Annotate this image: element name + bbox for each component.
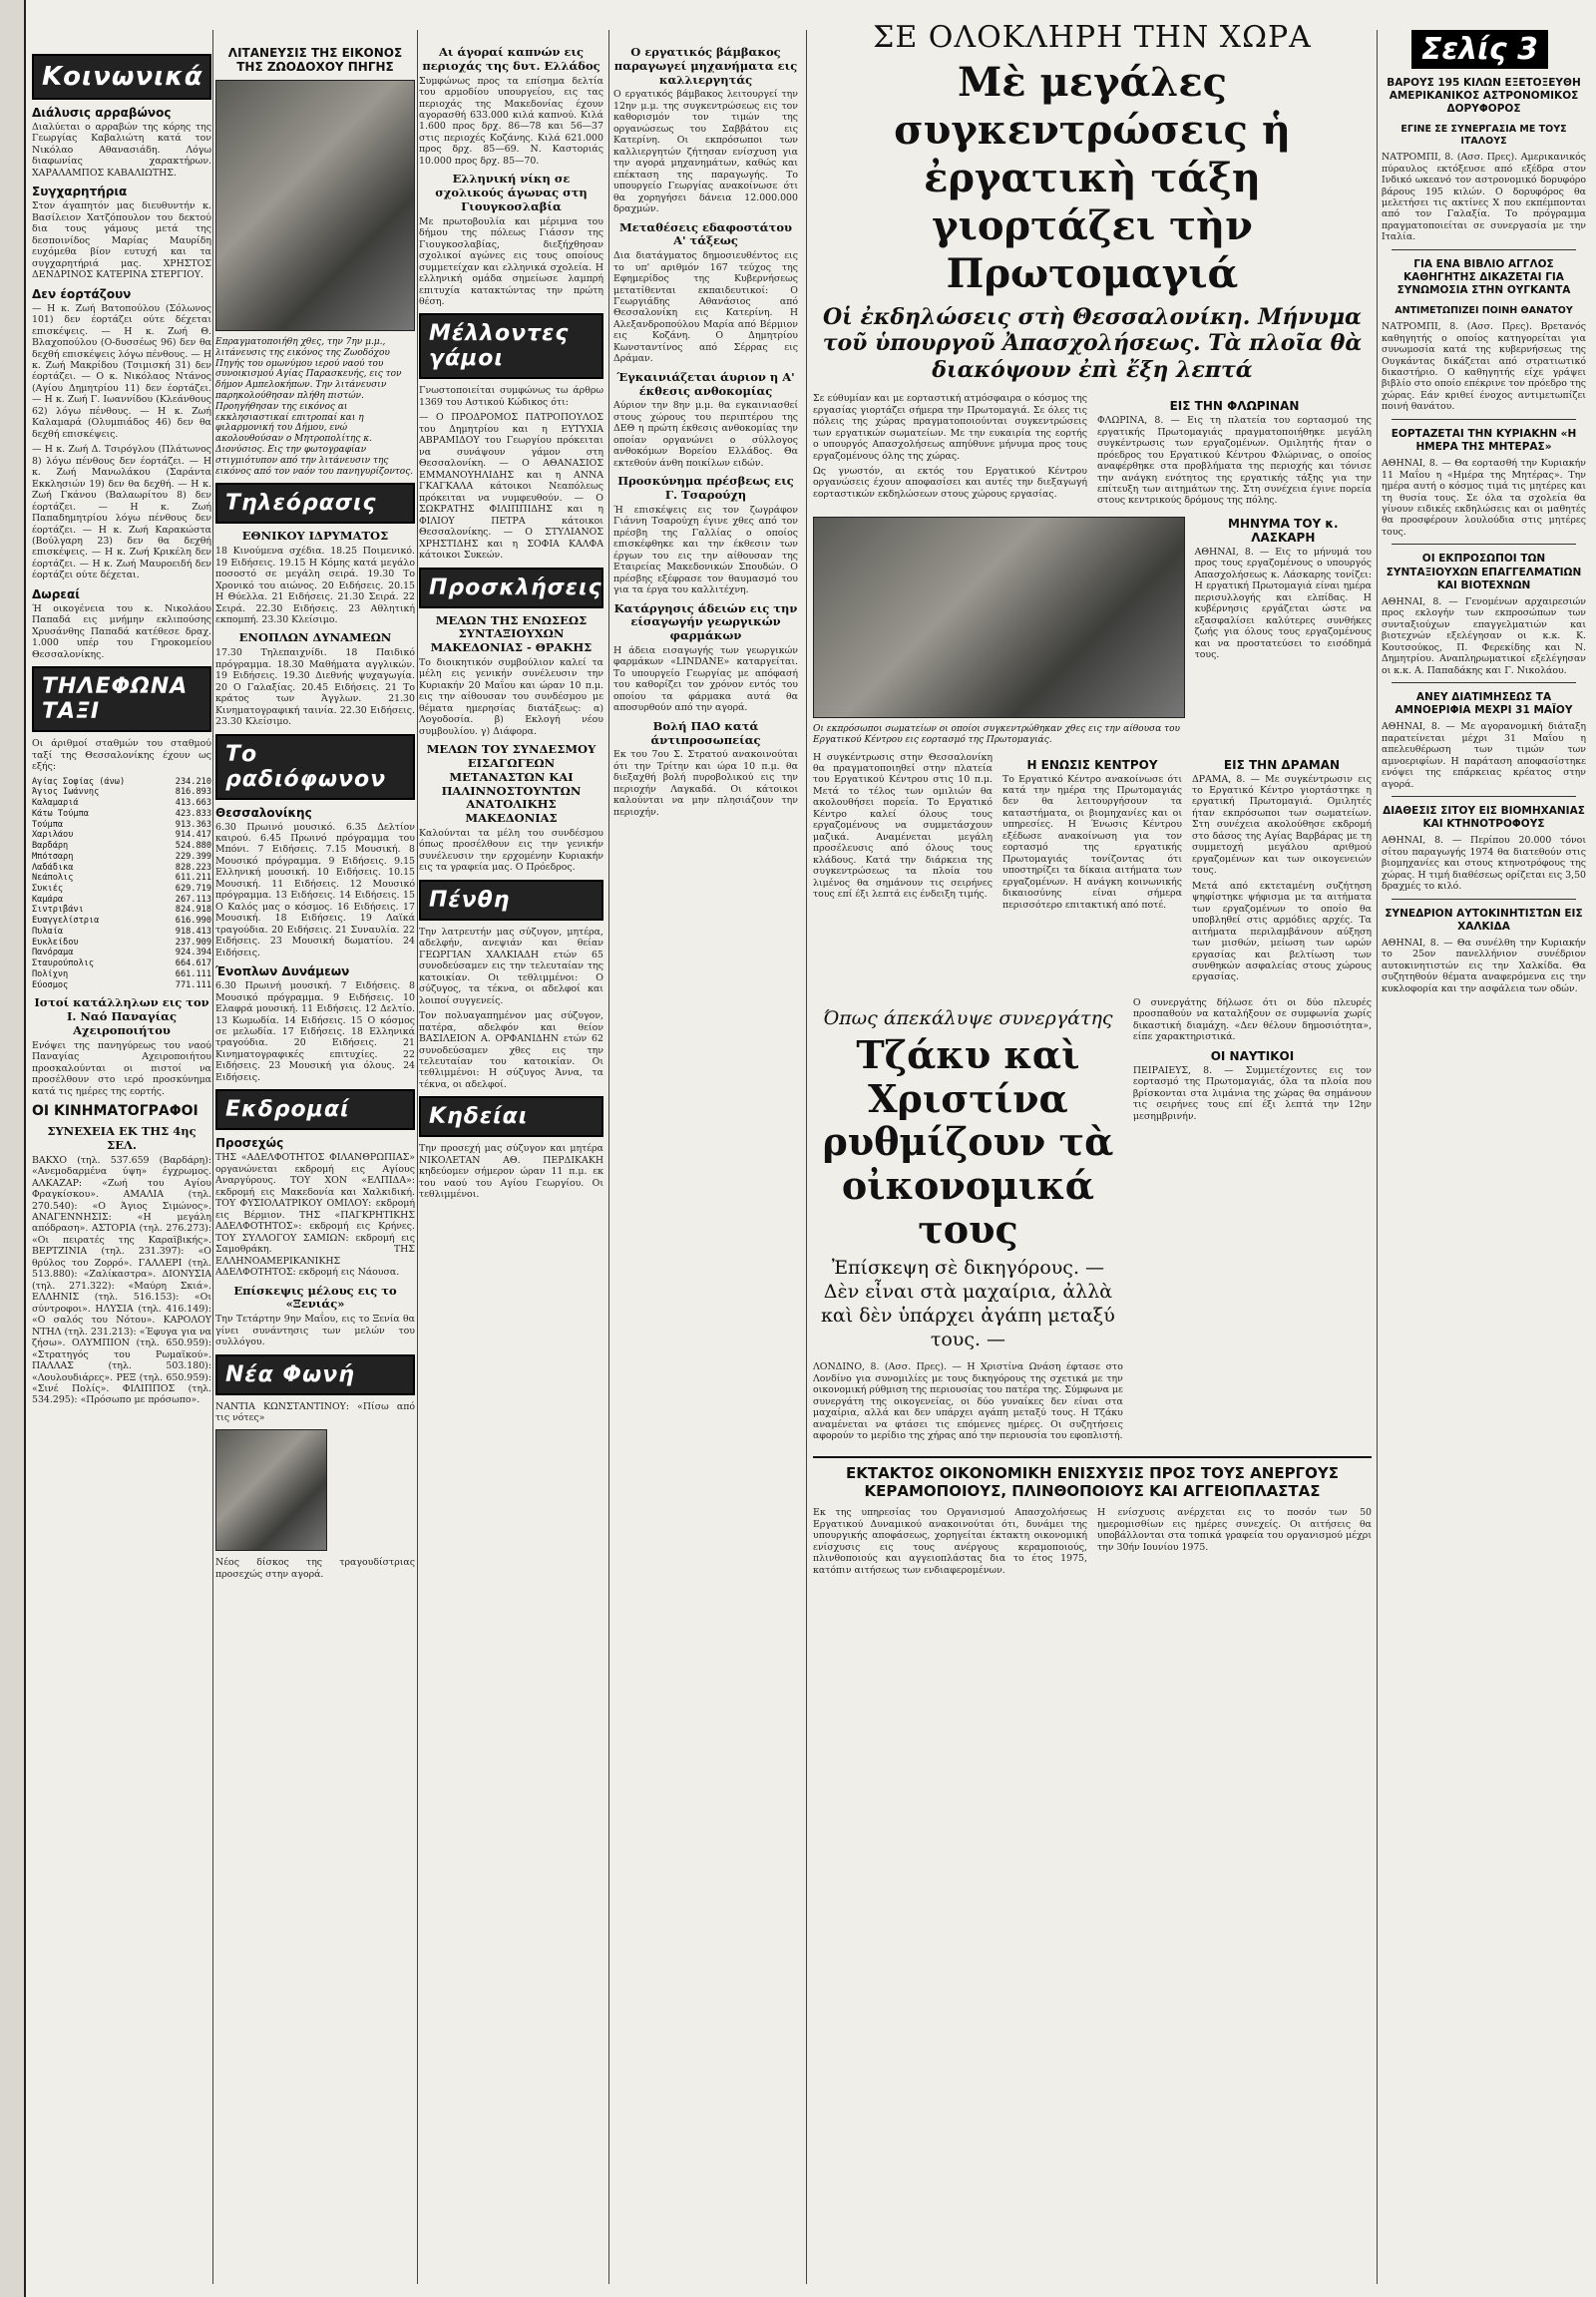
phone-row: [32, 916, 211, 927]
column-news-briefs: [1382, 30, 1586, 2284]
phone-number: 816.893: [175, 787, 211, 798]
phone-station: Καλαμαριά: [32, 798, 79, 809]
phone-station: Νεάπολις: [32, 873, 74, 884]
subheading: ΑΝΤΙΜΕΤΩΠΙΖΕΙ ΠΟΙΝΗ ΘΑΝΑΤΟΥ: [1395, 305, 1573, 317]
body-right: [1192, 752, 1372, 987]
divider: [1392, 544, 1576, 545]
phone-station: Αγίας Σοφίας (άνω): [32, 776, 126, 787]
paragraph: Εκ της υπηρεσίας του Οργανισμού Απασχολήσεως Εργατικού Δυναμικού ανακοινούται ότι, δυνάμει της υπουργικής αποφάσεως, χορηγείται έκτακτη οικονομική ενίσχυσις εις τους ανέργους κεραμοποιούς, πλινθοποιούς και αγγειοπλάστας δια το έτος 1975, κατόπιν αιτήσεως των ενδιαφερομένων.: [813, 1507, 1087, 1576]
heading: ΜΕΛΩΝ ΤΟΥ ΣΥΝΔΕΣΜΟΥ ΕΙΣΑΓΩΓΕΩΝ ΜΕΤΑΝΑΣΤΩΝ ΚΑΙ ΠΑΛΙΝΝΟΣΤΟΥΝΤΩΝ ΑΝΑΤΟΛΙΚΗΣ ΜΑΚΕΔΟΝΙΑΣ: [426, 742, 597, 826]
third-right: [1097, 1507, 1372, 1580]
phone-number: 629.719: [175, 883, 211, 894]
phone-number: 423.833: [175, 808, 211, 819]
phone-station: Συκιές: [32, 883, 64, 894]
section-title-cinemas: ΟΙ ΚΙΝΗΜΑΤΟΓΡΑΦΟΙ: [32, 1103, 199, 1120]
heading: Ιστοί κατάλληλων εις τον Ι. Ναό Παναγίας Αχειροποιήτου: [34, 995, 209, 1037]
page-number-logo: Σελίς 3: [1411, 30, 1548, 69]
phone-number: 824.918: [175, 905, 211, 916]
phone-station: Πυλαία: [32, 926, 64, 937]
phone-row: [32, 905, 211, 916]
paragraph: Την Τετάρτην 9ην Μαΐου, εις το Ξενία θα γίνει συνάντησις των μελών του συλλόγου.: [215, 1314, 415, 1348]
phone-station: Σιντριβάνι: [32, 905, 84, 916]
phone-station: Ευκλείδου: [32, 937, 79, 948]
paragraph: Την προσεχή μας σύζυγον και μητέρα ΝΙΚΟΛΕΤΑΝ ΑΘ. ΠΕΡΔΙΚΑΚΗ κηδεύομεν σήμερον ώραν 11 π.μ. εκ του ναού του Αγίου Γεωργίου. Οι τεθλιμμένοι.: [419, 1143, 603, 1201]
paragraph: Ως γνωστόν, αι εκτός του Εργατικού Κέντρου οργανώσεις έχουν αποφασίσει και αυτές την διεξαγωγή εορταστικών εκδηλώσεων στους χώρους εργασίας.: [813, 465, 1087, 500]
heading: Ο εργατικός βάμβακος παραγωγεί μηχανήματα εις καλλιεργητάς: [613, 45, 798, 87]
heading: Ελληνική νίκη σε σχολικούς άγωνας στη Γιουγκοσλαβία: [435, 172, 588, 213]
column-rule: [806, 30, 807, 2284]
third-headline: ΕΚΤΑΚΤΟΣ ΟΙΚΟΝΟΜΙΚΗ ΕΝΙΣΧΥΣΙΣ ΠΡΟΣ ΤΟΥΣ ΑΝΕΡΓΟΥΣ ΚΕΡΑΜΟΠΟΙΟΥΣ, ΠΛΙΝΘΟΠΟΙΟΥΣ ΚΑΙ ΑΓΓΕΙΟΠΛΑΣΤΑΣ: [813, 1456, 1372, 1502]
procession-photo: [215, 80, 415, 331]
phone-row: [32, 798, 211, 809]
phone-station: Τούμπα: [32, 819, 64, 830]
phone-row: [32, 969, 211, 980]
column-social: [32, 48, 211, 2292]
main-headline: Μὲ μεγάλες συγκεντρώσεις ἡ ἐργατικὴ τάξη γιορτάζει τὴν Πρωτομαγιά: [894, 59, 1291, 297]
paragraph: Ενόψει της πανηγύρεως του ναού Παναγίας Αχειροποιήτου προσκαλούνται οι πιστοί να προσέλθουν στο ιερό προσκύνημα κατά τις ημέρες της εορτής.: [32, 1039, 211, 1097]
heading: Διάλυσις αρραβώνος: [32, 106, 172, 120]
paragraph: ΤΗΣ «ΑΔΕΛΦΟΤΗΤΟΣ ΦΙΛΑΝΘΡΩΠΙΑΣ» οργανώνεται εκδρομή εις Αγίους Αναργύρους. ΤΟΥ ΧΟΝ «ΕΛΠΙΔΑ»: εκδρομή εις Μακεδονία και Χαλκιδική. ΤΟΥ ΦΥΣΙΟΛΑΤΡΙΚΟΥ ΟΜΙΛΟΥ: εκδρομή εις Βέρμιον. ΤΗΣ «ΠΑΓΚΡΗΤΙΚΗΣ ΑΔΕΛΦΟΤΗΤΟΣ»: εκδρομή εις Κρήνες. ΤΟΥ ΣΥΛΛΟΓΟΥ ΣΑΜΙΩΝ: εκδρομή εις Σαμοθράκη. ΤΗΣ ΕΛΛΗΝΟΑΜΕΡΙΚΑΝΙΚΗΣ ΑΔΕΛΦΟΤΗΤΟΣ: εκδρομή εις Νάουσα.: [215, 1152, 415, 1279]
phone-number: 267.113: [175, 894, 211, 905]
phone-number: 611.211: [175, 873, 211, 884]
paragraph: ΑΘΗΝΑΙ, 8. — Γενομένων αρχαιρεσιών προς εκλογήν των εκπροσώπων των συνταξιούχων επαγγελματιών και βιοτεχνών εξελέγησαν οι κ.κ. Κ. Κουτσούκος, Π. Φερεκίδης και Ν. Δημητρίου. Αναπληρωματικοί εξελέγησαν οι κ.κ. Α. Παπαδάκης και Γ. Νικολάου.: [1382, 595, 1586, 676]
new-voice-box: Νέα Φωνή: [215, 1354, 415, 1395]
column-rule: [1377, 30, 1378, 2284]
phone-number: 413.663: [175, 798, 211, 809]
second-story-head: [813, 997, 1123, 1446]
third-story: [813, 1507, 1372, 1580]
photo-row: [813, 511, 1372, 752]
divider: [1392, 249, 1576, 250]
phone-number: 524.880: [175, 841, 211, 852]
section-banner-tv: Τηλεόρασις: [215, 483, 415, 524]
section-banner-trips: Εκδρομαί: [215, 1089, 415, 1130]
heading: ΕΟΡΤΑΖΕΤΑΙ ΤΗΝ ΚΥΡΙΑΚΗΝ «Η ΗΜΕΡΑ ΤΗΣ ΜΗΤΕΡΑΣ»: [1391, 427, 1577, 453]
phone-number: 828.223: [175, 862, 211, 873]
paragraph: Καλούνται τα μέλη του συνδέσμου όπως προσέλθουν εις την γενικήν συνέλευσιν την ερχομένην Κυριακήν εις τα γραφεία μας. Ο Πρόεδρος.: [419, 827, 603, 874]
column-misc-right: [613, 40, 798, 822]
paragraph: Μετά από εκτεταμένη συζήτηση ψηφίστηκε ψήφισμα με τα αιτήματα των εργαζομένων το οποίο θα υποβληθεί στις αρμόδιες αρχές. Τα αιτήματα περιλαμβάνουν αύξηση των μισθών, μείωση των ωρών εργασίας και βελτίωση των συνθηκών ασφαλείας στους χώρους εργασίας.: [1192, 880, 1372, 983]
section-banner-radio: Το ραδιόφωνον: [215, 734, 415, 800]
phone-row: [32, 873, 211, 884]
paragraph: Διαλύεται ο αρραβών της κόρης της Γεωργίας Καβαλιώτη κατά τον Νικόλαο Αθανασιάδη. Λόγω διαφωνίας χαρακτήρων. ΧΑΡΑΛΑΜΠΟΣ ΚΑΒΑΛΙΩΤΗΣ.: [32, 122, 211, 179]
heading: Βολή ΠΑΟ κατά άντιπροσωπείας: [650, 718, 761, 747]
paragraph: Οι άριθμοί σταθμών του σταθμού ταξί της Θεσσαλονίκης έχουν ως εξής:: [32, 738, 211, 773]
paragraph: Γνωστοποιείται συμφώνως τω άρθρω 1369 του Αστικού Κώδικος ότι:: [419, 385, 603, 408]
heading: ΕΝΟΠΛΩΝ ΔΥΝΑΜΕΩΝ: [238, 630, 392, 645]
second-overline: Όπως άπεκάλυψε συνεργάτης: [823, 1006, 1113, 1029]
main-subheadline: Οἱ ἐκδηλώσεις στὴ Θεσσαλονίκη. Μήνυμα τοῦ ὑπουργοῦ Ἀπασχολήσεως. Τὰ πλοῖα θὰ διακόψουν ἐπὶ ἔξη λεπτά: [822, 304, 1363, 383]
section-banner-taxi: ΤΗΛΕΦΩΝΑ ΤΑΞΙ: [32, 666, 211, 732]
section-banner-social: Κοινωνικά: [32, 54, 211, 100]
paragraph: 6.30 Πρωινό μουσικό. 6.35 Δελτίον καιρού. 6.45 Πρωινό πρόγραμμα του Μπόνι. 7 Ειδήσεις. 7.15 Μουσική. 8 Μουσικό πρόγραμμα. 9 Ειδήσεις. 9.15 Ελληνική μουσική. 10 Ειδήσεις. 10.15 Μουσική. 11 Ειδήσεις. 12 Μουσικό πρόγραμμα. 13 Ειδήσεις. 14 Ειδήσεις. 15 Ο Καλός μας ο κόσμος. 16 Ειδήσεις. 17 Μουσική. 18 Ειδήσεις. 19 Λαϊκά τραγούδια. 20 Ειδήσεις. 21 Συναυλία. 22 Ειδήσεις. 23 Μουσική δωματίου. 24 Ειδήσεις.: [215, 821, 415, 958]
column-misc-left: [419, 40, 603, 1205]
phone-row: [32, 820, 211, 831]
heading: ΒΑΡΟΥΣ 195 ΚΙΛΩΝ ΕΞΕΤΟΞΕΥΘΗ ΑΜΕΡΙΚΑΝΙΚΟΣ ΑΣΤΡΟΝΟΜΙΚΟΣ ΔΟΡΥΦΟΡΟΣ: [1387, 77, 1581, 116]
message-block: [1195, 511, 1372, 752]
second-story-body: [1133, 997, 1372, 1446]
heading: ΣΥΝΕΧΕΙΑ ΕΚ ΤΗΣ 4ης ΣΕΛ.: [47, 1124, 197, 1152]
heading: ΓΙΑ ΕΝΑ ΒΙΒΛΙΟ ΑΓΓΛΟΣ ΚΑΘΗΓΗΤΗΣ ΔΙΚΑΖΕΤΑΙ ΓΙΑ ΣΥΝΩΜΟΣΙΑ ΣΤΗΝ ΟΥΓΚΑΝΤΑ: [1396, 257, 1571, 297]
paragraph: Η συγκέντρωσις στην Θεσσαλονίκη θα πραγματοποιηθεί στην πλατεία του Εργατικού Κέντρου στις 10 π.μ. Μετά το τέλος των ομιλιών θα ακολουθήσει πορεία. Το Εργατικό Κέντρο καλεί όλους τους εργαζομένους να συμμετάσχουν μαζικά. Αναμένεται μεγάλη προσέλευσις από όλους τους κλάδους. Κατά την διάρκεια της συγκεντρώσεως τα πλοία του λιμένος θα σημάνουν τις σειρήνες τους επί έξι λεπτά εις ένδειξη τιμής.: [813, 751, 993, 901]
phone-row: [32, 884, 211, 895]
second-story: [813, 997, 1372, 1446]
column-tv-radio: [215, 40, 415, 2284]
paragraph: — Ο ΠΡΟΔΡΟΜΟΣ ΠΑΤΡΟΠΟΥΛΟΣ του Δημητρίου και η ΕΥΤΥΧΙΑ ΑΒΡΑΜΙΔΟΥ του Γεωργίου πρόκειται να συνάψουν γάμον στη Θεσσαλονίκη. — Ο ΑΘΑΝΑΣΙΟΣ ΕΜΜΑΝΟΥΗΛΙΔΗΣ και η ΑΝΝΑ ΓΚΑΓΚΑΛΑ κάτοικοι Νεαπόλεως πρόκειται να νυμφευθούν. — Ο ΣΩΚΡΑΤΗΣ ΦΙΛΙΠΠΙΔΗΣ και η ΦΙΛΙΟΥ ΠΕΤΡΑ κάτοικοι Θεσσαλονίκης. — Ο ΣΤΥΛΙΑΝΟΣ ΧΡΗΣΤΙΔΗΣ και η ΣΟΦΙΑ ΚΑΛΦΑ κάτοικοι Συκεών.: [419, 412, 603, 562]
phone-row: [32, 948, 211, 958]
body-mid: [1002, 752, 1182, 987]
heading: ΕΙΣ ΤΗΝ ΦΛΩΡΙΝΑΝ: [1169, 399, 1300, 414]
phone-station: Πανόραμα: [32, 948, 74, 958]
photo-title: ΛΙΤΑΝΕΥΣΙΣ ΤΗΣ ΕΙΚΟΝΟΣ ΤΗΣ ΖΩΟΔΟΧΟΥ ΠΗΓΗΣ: [227, 46, 403, 74]
heading: Δωρεαί: [32, 586, 80, 601]
singer-photo: [215, 1429, 327, 1551]
phone-row: [32, 895, 211, 906]
paragraph: Με πρωτοβουλία και μέριμνα του δήμου της πόλεως Γιάσσν της Γιουγκοσλαβίας, διεξήχθησαν σχολικοί αγώνες εις τους οποίους συμμετείχαν και ελληνικά σχολεία. Η ελληνική ομάδα σημείωσε λαμπρή επιτυχία κατακτώντας την πρώτη θέση.: [419, 215, 603, 308]
section-banner-mourning: Πένθη: [419, 880, 603, 921]
phone-station: Εύοσμος: [32, 979, 69, 990]
phone-station: Σταυρούπολις: [32, 958, 95, 969]
paragraph: Ή επισκέψεις εις τον ζωγράφον Γιάννη Τσαρούχη έγινε χθες από τον πρέσβη της Γαλλίας ο οποίος επισκέφθηκε και την έκθεσιν των έργων του εις την αίθουσαν της Εταιρείας Μακεδονικών Σπουδών. Ο πρέσβης εξέφρασε τον θαυμασμό του για τα έργα του καλλιτέχνη.: [613, 504, 798, 596]
phone-station: Πολίχνη: [32, 968, 69, 979]
paragraph: ΑΘΗΝΑΙ, 8. — Περίπου 20.000 τόνοι σίτου παραγωγής 1974 θα διατεθούν στις βιομηχανίες και στους κτηνοτρόφους της χώρας. Η τιμή διαθέσεως ορίζεται εις 3,50 δραχμές το κιλό.: [1382, 835, 1586, 893]
paragraph: Ο συνεργάτης δήλωσε ότι οι δύο πλευρές προσπαθούν να καταλήξουν σε συμφωνία χωρίς δικαστική διαμάχη. «Δεν θέλουν δημοσιότητα», είπε χαρακτηριστικά.: [1132, 996, 1372, 1043]
paragraph: Το διοικητικόν συμβούλιον καλεί τα μέλη εις γενικήν συνέλευσιν την Κυριακήν 20 Μαΐου και ώραν 10 π.μ. εις την αίθουσαν του συνδέσμου με θέματα ημερησίας διατάξεως: α) Λογοδοσία. β) Εκλογή νέου συμβουλίου. γ) Διάφορα.: [419, 656, 603, 737]
photo-caption: Οι εκπρόσωποι σωματείων οι οποίοι συγκεντρώθηκαν χθες εις την αίθουσα του Εργατικού Κέντρου εις εορτασμό της Πρωτομαγιάς.: [813, 723, 1181, 745]
phone-station: Βαρδάρη: [32, 841, 69, 852]
heading: ΕΙΣ ΤΗΝ ΔΡΑΜΑΝ: [1223, 757, 1341, 772]
phone-number: 661.111: [175, 968, 211, 979]
heading: ΕΘΝΙΚΟΥ ΙΔΡΥΜΑΤΟΣ: [241, 529, 389, 544]
paragraph: Νέος δίσκος της τραγουδίστριας προσεχώς στην αγορά.: [215, 1557, 415, 1580]
paragraph: Δια διατάγματος δημοσιευθέντος εις το υπ' αριθμόν 167 τεύχος της Εφημερίδος της Κυβερνήσεως μετατίθενται εκπαιδευτικοί: Ο Γεωργιάδης Αθανάσιος από Θεσσαλονίκη εις Κατερίνη. Η Αλεξανδροπούλου Μαρία από Βέρμιον εις Κοζάνη. Ο Δημητρίου Κωνσταντίνος από Σέρρας εις Δράμαν.: [613, 250, 798, 365]
paragraph: Την λατρευτήν μας σύζυγον, μητέρα, αδελφήν, ανεψιάν και θείαν ΓΕΩΡΓΙΑΝ ΧΑΛΚΙΑΔΗ ετών 65 συνοδεύσαμεν εις την τελευταίαν της κατοικίαν. Οι τεθλιμμένοι: Ο σύζυγος, τα τέκνα, οι αδελφοί και λοιποί συγγενείς.: [419, 926, 603, 1006]
phone-number: 237.909: [175, 937, 211, 948]
phone-station: Καμάρα: [32, 894, 64, 905]
overline: ΣΕ ΟΛΟΚΛΗΡΗ ΤΗΝ ΧΩΡΑ: [873, 20, 1312, 55]
photo-block: [813, 511, 1185, 752]
column-rule: [417, 30, 418, 2284]
divider: [1392, 419, 1576, 420]
heading: ΜΗΝΥΜΑ ΤΟΥ κ. ΛΑΣΚΑΡΗ: [1228, 516, 1339, 545]
heading: ΔΙΑΘΕΣΙΣ ΣΙΤΟΥ ΕΙΣ ΒΙΟΜΗΧΑΝΙΑΣ ΚΑΙ ΚΤΗΝΟΤΡΟΦΟΥΣ: [1383, 805, 1585, 831]
heading: ΑΝΕΥ ΔΙΑΤΙΜΗΣΕΩΣ ΤΑ ΑΜΝΟΕΡΙΦΙΑ ΜΕΧΡΙ 31 ΜΑΪΟΥ: [1395, 691, 1573, 717]
body-block: [813, 752, 1372, 987]
column-rule: [212, 30, 213, 2284]
paragraph: ΔΡΑΜΑ, 8. — Με συγκέντρωσιν εις το Εργατικό Κέντρο γιορτάστηκε η εργατική Πρωτομαγιά. Ομιλητές ήταν εκπρόσωποι των σωματείων. Στη συνέχεια ακολούθησε εκδρομή στο δάσος της Αγίας Βαρβάρας με τη συμμετοχή μεγάλου αριθμού εργαζομένων και των οικογενειών τους.: [1192, 773, 1372, 877]
phone-number: 771.111: [175, 979, 211, 990]
heading: Αι άγοραί καπνών εις περιοχάς της δυτ. Ελλάδος: [422, 45, 600, 73]
paragraph: ΛΟΝΔΙΝΟ, 8. (Ασσ. Πρες). — Η Χριστίνα Ωνάση έφτασε στο Λονδίνο για συνομιλίες με τους δικηγόρους της σχετικά με την οικονομική ρύθμιση της περιουσίας του πατέρα της. Σύμφωνα με συνεργάτη της οικογενείας, οι δύο γυναίκες δεν είναι στα μαχαίρια, αλλά και δεν υπάρχει αγάπη μεταξύ τους. Η Τζάκυ αναμένεται να φτάσει τις επόμενες ημέρες. Οι συζητήσεις αφορούν το μερίδιο της χήρας από την περιουσία του εφοπλιστή.: [813, 1361, 1123, 1442]
paragraph: Το Εργατικό Κέντρο ανακοίνωσε ότι κατά την ημέρα της Πρωτομαγιάς δεν θα λειτουργήσουν τα καταστήματα, οι βιομηχανίες και οι υπηρεσίες. Η Ένωσις Κέντρου εξέδωσε ανακοίνωση για τον εορτασμό της εργατικής Πρωτομαγιάς τονίζοντας ότι υποστηρίζει τα δίκαια αιτήματα των εργαζομένων. Η ανάγκη κοινωνικής δικαιοσύνης είναι σήμερα περισσότερο επιτακτική από ποτέ.: [1002, 773, 1182, 911]
lead-left: [813, 393, 1087, 511]
paragraph: Ή οικογένεια του κ. Νικολάου Παπαδά εις μνήμην εκλιπούσης Χρυσάνθης Παπαδά κατέθεσε δραχ. 1.000 υπέρ του Γηροκομείου Θεσσαλονίκης.: [32, 602, 211, 660]
phone-number: 918.413: [175, 926, 211, 937]
paragraph: 6.30 Πρωινή μουσική. 7 Ειδήσεις. 8 Μουσικό πρόγραμμα. 9 Ειδήσεις. 10 Ελαφρά μουσική. 11 Ειδήσεις. 12 Δελτίο. 13 Κωμωδία. 14 Ειδήσεις. 15 Ο κόσμος σε μελωδία. 17 Ειδήσεις. 18 Ελληνικά τραγούδια. 20 Ειδήσεις. 21 Κινηματογραφικές επιτυχίες. 22 Ειδήσεις. 23 Μουσική για όλους. 24 Ειδήσεις.: [215, 980, 415, 1083]
heading: ΟΙ ΕΚΠΡΟΣΩΠΟΙ ΤΩΝ ΣΥΝΤΑΞΙΟΥΧΩΝ ΕΠΑΓΓΕΛΜΑΤΙΩΝ ΚΑΙ ΒΙΟΤΕΧΝΩΝ: [1386, 553, 1582, 591]
paragraph: Στον άγαπητόν μας διευθυντήν κ. Βασίλειον Χατζόπουλον του δεκτού δια τους γάμους μετά της δεσποινίδος Μαρίας Μαυρίδη ευχόμεθα βίον ευτυχή και τα συγχαρητήριά μας. ΧΡΗΣΤΟΣ ΔΕΝΔΡΙΝΟΣ ΚΑΤΕΡΙΝΑ ΣΤΕΡΓΙΟΥ.: [32, 200, 211, 281]
paragraph: — Η κ. Ζωή Βατοπούλου (Σόλωνος 101) δεν έορτάζει ούτε δέχεται επισκέψεις. — Η κ. Ζωή Θ. Βλαχοπούλου (Ο-δυσσέως 96) δεν θα δεχθή επισκέψεις λόγω πένθους. — Η κ. Ζωή Μακρίδου (Τσιμισκή 31) δεν έορτάζει. — Ο κ. Νικόλαος Ντάνος (Αγίου Δημητρίου 11) δεν έορτάζει. — Η κ. Ζωή Γ. Ιωαννίδου (Κλεάνθους 62) λόγω πένθους. — Η κ. Ζωή Καλαμαρά (Ολυμπιάδος 46) δεν θα δεχθή επισκέψεις.: [32, 302, 211, 440]
phone-row: [32, 980, 211, 991]
paragraph: Συμφώνως προς τα επίσημα δελτία του αρμοδίου υπουργείου, εις τας περιοχάς της Μακεδονίας έχουν αγορασθή 633.000 κιλά καπνού. Κιλά 1.600 προς δρχ. 86—78 και 56—37 στις περιοχές Κοζάνης. Κιλά 621.000 προς δρχ. 85—69. Ν. Καστοριάς 10.000 προς δρχ. 85—70.: [419, 75, 603, 167]
paragraph: ΒΑΚΧΟ (τηλ. 537.659 (Βαρδάρη): «Ανεμοδαρμένα ύψη» έγχρωμος. ΑΛΚΑΖΑΡ: «Ζωή του Αγίου Φραγκίσκου». ΑΜΑΛΙΑ (τηλ. 270.540): «Ο Άγιος Σιμώνος». ΑΝΑΓΕΝΝΗΣΙΣ: «Η μεγάλη απόδραση». ΑΣΤΟΡΙΑ (τηλ. 276.273): «Οι πειρατές της Καραϊβικής». ΒΕΡΤΖΙΝΙΑ (τηλ. 231.397): «Ο θρύλος του Ζορρό». ΓΑΛΛΕΡΙ (τηλ. 513.880): «Ζαλίκαστρα». ΔΙΟΝΥΣΙΑ (τηλ. 271.322): «Μαύρη Σκιά». ΕΛΛΗΝΙΣ (τηλ. 516.153): «Οι σύντροφοι». ΗΛΥΣΙΑ (τηλ. 416.149): «Ο σαλός του Νότου». ΚΑΡΟΛΟΥ ΝΤΗΛ (τηλ. 231.213): «Έφυγα για να ζήσω». ΟΛΥΜΠΙΟΝ (τηλ. 650.959): «Στρατηγός του Ρωμαϊκού». ΠΑΛΛΑΣ (τηλ. 503.180): «Λουλουδιάρες». ΡΕΞ (τηλ. 650.959): «Σινέ Πολίς». ΦΙΛΙΠΠΟΣ (τηλ. 534.295): «Πρόσωπο με πρόσωπο».: [32, 1154, 211, 1406]
paragraph: 17.30 Τηλεπαιχνίδι. 18 Παιδικό πρόγραμμα. 18.30 Μαθήματα αγγλικών. 19 Ειδήσεις. 19.30 Διεθνής ψυχαγωγία. 20 Ο Γαλαξίας. 20.45 Ειδήσεις. 21 Το κράτος των Άγγλων. 21.30 Κινηματογραφική ταινία. 22.30 Ειδήσεις. 23.30 Κλείσιμο.: [215, 647, 415, 728]
phone-row: [32, 958, 211, 969]
subheading: ΕΓΙΝΕ ΣΕ ΣΥΝΕΡΓΑΣΙΑ ΜΕ ΤΟΥΣ ΙΤΑΛΟΥΣ: [1400, 124, 1567, 148]
paragraph: Εκ του 7ου Σ. Στρατού ανακοινούται ότι την Τρίτην και ώρα 10 π.μ. θα διεξαχθή βολή πυροβολικού εις την περιοχήν Λαγκαδά. Οι κάτοικοι καλούνται να μην πλησιάζουν την περιοχήν.: [613, 749, 798, 818]
phone-number: 913.363: [175, 819, 211, 830]
labor-meeting-photo: [813, 517, 1185, 718]
heading: Δεν έορτάζουν: [32, 286, 132, 301]
phone-row: [32, 809, 211, 820]
heading: Προσεχώς: [215, 1136, 284, 1151]
heading: ΜΕΛΩΝ ΤΗΣ ΕΝΩΣΕΩΣ ΣΥΝΤΑΞΙΟΥΧΩΝ ΜΑΚΕΔΟΝΙΑΣ - ΘΡΑΚΗΣ: [430, 612, 593, 655]
phone-row: [32, 777, 211, 788]
section-banner-invitations: Προσκλήσεις: [419, 568, 603, 608]
divider: [1392, 796, 1576, 797]
third-left: [813, 1507, 1087, 1580]
lead-block: [813, 393, 1372, 511]
phone-row: [32, 938, 211, 949]
heading: Η ΕΝΩΣΙΣ ΚΕΝΤΡΟΥ: [1026, 757, 1158, 772]
phone-row: [32, 830, 211, 841]
phone-number: 664.617: [175, 958, 211, 969]
divider: [1392, 682, 1576, 683]
heading: ΣΥΝΕΔΡΙΟΝ ΑΥΤΟΚΙΝΗΤΙΣΤΩΝ ΕΙΣ ΧΑΛΚΙΔΑ: [1385, 907, 1583, 933]
heading: Προσκύνημα πρέσβεως εις Γ. Τσαρούχη: [617, 474, 794, 503]
paragraph: Η άδεια εισαγωγής των γεωργικών φαρμάκων «LINDANE» καταργείται. Το υπουργείο Γεωργίας με απόφασή του καθορίζει τον χρόνον εντός του οποίου τα φάρμακα αυτά θα αποσυρθούν από την αγορά.: [613, 644, 798, 714]
phone-row: [32, 787, 211, 798]
column-misc: [419, 40, 798, 2284]
phone-row: [32, 927, 211, 938]
heading: Επίσκεψις μέλους εις το «Ξενιάς»: [233, 1283, 397, 1312]
heading: Θεσσαλονίκης: [215, 805, 312, 820]
lead-right: [1097, 393, 1372, 511]
phone-number: 234.210: [175, 776, 211, 787]
phone-number: 914.417: [175, 830, 211, 841]
phone-row: [32, 863, 211, 874]
phone-station: Ευαγγελίστρια: [32, 916, 100, 927]
heading: Έγκαινιάζεται άυριον η Α' έκθεσις ανθοκομίας: [616, 369, 795, 398]
phone-station: Μπότσαρη: [32, 851, 74, 862]
phone-station: Χαριλάου: [32, 830, 74, 841]
phone-row: [32, 841, 211, 852]
body-left: [813, 752, 993, 987]
paragraph: Ο εργατικός βάμβακος λειτουργεί την 12ην μ.μ. της συγκεντρώσεως εις τον καθορισμόν τον τιμών της οργανώσεως του Σαββάτου εις Κατερίνη. Οι εκπρόσωποι των καλλιεργητών ζήτησαν ενίσχυση για την αγορά μηχανημάτων, καθώς και επέκταση της παραγωγής. Το υπουργείο Γεωργίας ανακοίνωσε ότι θα χορηγήσει δάνεια 12.000.000 δραχμών.: [613, 89, 798, 215]
second-subheadline: Ἐπίσκεψη σὲ δικηγόρους. — Δὲν εἶναι στὰ μαχαίρια, ἀλλὰ καὶ δὲν ὑπάρχει ἀγάπη μεταξύ τους. —: [821, 1257, 1115, 1350]
phone-row: [32, 852, 211, 863]
taxi-phone-list: [32, 777, 211, 991]
paragraph: ΑΘΗΝΑΙ, 8. — Θα συνέλθη την Κυριακήν το 25ον πανελλήνιον συνέδριον αυτοκινητιστών εις την Χαλκίδα. Θα συζητηθούν θέματα αναφερόμενα εις την κυκλοφορία και την ασφάλεια των οδών.: [1382, 937, 1586, 994]
phone-number: 924.394: [175, 948, 211, 958]
second-headline: Τζάκυ καὶ Χριστίνα ρυθμίζουν τὰ οἰκονομικά τους: [822, 1031, 1114, 1252]
paragraph: Η ενίσχυσις ανέρχεται εις το ποσόν των 50 ημερομισθίων εις ημέρες συνεχείς. Οι αιτήσεις θα υποβάλλονται στα τοπικά γραφεία του οργανισμού μέχρι την 30ήν Ιουνίου 1975.: [1097, 1507, 1372, 1553]
paragraph: ΝΑΝΤΙΑ ΚΩΝΣΤΑΝΤΙΝΟΥ: «Πίσω από τις νότες»: [215, 1400, 415, 1423]
paragraph: Τον πολυαγαπημένον μας σύζυγον, πατέρα, αδελφόν και θείον ΒΑΣΙΛΕΙΟΝ Α. ΟΡΦΑΝΙΔΗΝ ετών 62 συνοδεύσαμεν χθες εις την τελευταίαν του κατοικίαν. Οι τεθλιμμένοι: Η σύζυγος Άννα, τα τέκνα, οι αδελφοί.: [419, 1010, 603, 1090]
paragraph: ΝΑΤΡΟΜΠΙ, 8. (Ασσ. Πρες). Βρετανός καθηγητής ο οποίος κατηγορείται για συνωμοσία κατά της κυβερνήσεως της Ουγκάντας δικάζεται από στρατιωτικό δικαστήριο. Ο καθηγητής είχε γράψει βιβλίο στο οποίο επέκρινε τον πρόεδρο της χώρας. Εάν κριθεί ένοχος αντιμετωπίζει ποινή θανάτου.: [1382, 321, 1586, 413]
heading: Κατάργησις άδειών εις την είσαγωγήν γεωργικών φαρμάκων: [613, 600, 798, 643]
section-banner-weddings: Μέλλοντες γάμοι: [419, 313, 603, 379]
phone-number: 229.399: [175, 851, 211, 862]
phone-station: Άγιος Ιωάννης: [32, 787, 100, 798]
heading: Ένοπλων Δυνάμεων: [215, 964, 350, 979]
phone-station: Κάτω Τούμπα: [32, 808, 89, 819]
phone-station: Λαδάδικα: [32, 862, 74, 873]
paragraph: ΦΛΩΡΙΝΑ, 8. — Εις τη πλατεία του εορτασμού της εργατικής Πρωτομαγιάς πραγματοποιήθηκε μεγάλη συγκέντρωσις των εργαζομένων. Ομιλητής ήταν ο πρόεδρος του Εργατικού Κέντρου Φλώρινας, ο οποίος αναφέρθηκε στα προβλήματα της περιοχής και τόνισε την ανάγκη ενότητος της εργατικής τάξης για την επίτευξη των αιτημάτων της. Στη συνέχεια έγινε πορεία στους κεντρικούς δρόμους της πόλης.: [1097, 415, 1372, 507]
page-edge: [0, 0, 26, 2297]
paragraph: ΑΘΗΝΑΙ, 8. — Εις το μήνυμά του προς τους εργαζομένους ο υπουργός Απασχολήσεως κ. Λάσκαρης τονίζει: Η εργατική Πρωτομαγιά είναι ημέρα περισυλλογής και ελπίδας. Η κυβέρνησις εργάζεται ώστε να εξασφαλίσει καλύτερες συνθήκες ζωής για όλους τους εργαζομένους και να προστατεύσει το εισόδημά τους.: [1194, 546, 1372, 661]
paragraph: Σε εύθυμίαν και με εορταστική ατμόσφαιρα ο κόσμος της εργασίας γιορτάζει σήμερα την Πρωτομαγιά. Σε όλες τις πόλεις της χώρας πραγματοποιούνται συγκεντρώσεις των εργατικών σωματείων. Με την ευκαιρία της εορτής ο υπουργός Απασχολήσεως απηύθυνε μήνυμα προς τους εργαζομένους όλης της χώρας.: [813, 393, 1087, 462]
divider: [1392, 899, 1576, 900]
paragraph: ΑΘΗΝΑΙ, 8. — Θα εορτασθή την Κυριακήν 11 Μαΐου η «Ημέρα της Μητέρας». Την ημέρα αυτή ο κόσμος τιμά τις μητέρες και τη θυσία τους. Σε όλα τα σχολεία θα γίνουν ειδικές εκδηλώσεις και οι μαθητές θα προσφέρουν λουλούδια στις μητέρες τους.: [1382, 458, 1586, 538]
paragraph: ΠΕΙΡΑΙΕΥΣ, 8. — Συμμετέχοντες εις τον εορτασμό της Πρωτομαγιάς, όλα τα πλοία που βρίσκονται στα λιμάνια της χώρας θα σημάνουν τις σειρήνες τους επί έξι λεπτά την 12ην μεσημβρινήν.: [1132, 1064, 1372, 1122]
paragraph: ΑΘΗΝΑΙ, 8. — Με αγορανομική διάταξη παρατείνεται μέχρι 31 Μαΐου η απελευθέρωση των τιμών των αμνοεριφίων. Η παράταση αποφασίστηκε ενόψει της επάρκειας κρέατος στην αγορά.: [1382, 721, 1586, 790]
paragraph: ΝΑΤΡΟΜΠΙ, 8. (Ασσ. Πρες). Αμερικανικός πύραυλος εκτόξευσε από εξέδρα στον Ινδικό ωκεανό τον αστρονομικό δορυφόρο βάρους 195 κιλών. Ο δορυφόρος θα μελετήσει τις ακτίνες Χ που εκπέμπονται από τον Γαλαξία. Το πρόγραμμα πραγματοποιείται σε συνεργασία με την Ιταλία.: [1382, 152, 1586, 243]
section-banner-funerals: Κηδείαι: [419, 1096, 603, 1137]
phone-number: 616.990: [175, 916, 211, 927]
photo-caption: Επραγματοποιήθη χθες, την 7ην μ.μ., λιτάνευσις της εικόνος της Ζωοδόχου Πηγής του ομωνύμου ιερού ναού του συνοικισμού Αγίας Παρασκευής, εις τον δήμον Αμπελοκήπων. Την λιτάνευσιν παρηκολούθησαν πλήθη πιστών. Προηγήθησαν της εικόνος αι εκκλησιαστικαί επιτροπαί και η φιλαρμονική του Δήμου, ενώ ακολουθούσαν ο Μητροπολίτης κ. Διονύσιος. Εις την φωτογραφίαν στιγμιότυπον από την λιτάνευσιν της εικόνος από τον ναόν του πανηγυρίζοντος.: [215, 337, 414, 477]
paragraph: Αύριον την 8ην μ.μ. θα εγκαινιασθεί στους χώρους του περιπτέρου της ΔΕΘ η πρώτη έκθεσις ανθοκομίας την οποίαν οργανώνει ο σύλλογος ανθοκόμων Βορείου Ελλάδος. Θα εκτεθούν άνθη ποικίλων ειδών.: [613, 400, 798, 469]
heading: ΟΙ ΝΑΥΤΙΚΟΙ: [1210, 1048, 1295, 1063]
paragraph: 18 Κινούμενα σχέδια. 18.25 Ποιμενικό. 19 Ειδήσεις. 19.15 Η Κόμης κατά μεγάλο ποσοστό σε μεγάλη σειρά. 19.30 Το Χρονικό του αιώνος. 20 Ειδήσεις. 20.15 Η Θύελλα. 21 Ειδήσεις. 21.30 Σειρά. 22 Σειρά. 22.30 Ειδήσεις. 23 Αθλητική εκπομπή. 23.30 Κλείσιμο.: [215, 546, 415, 625]
heading: Μεταθέσεις εδαφοστάτου Α' τάξεως: [618, 219, 793, 248]
heading: Συγχαρητήρια: [32, 185, 128, 199]
paragraph: — Η κ. Ζωή Δ. Τσιρόγλου (Πλάτωνος 8) λόγω πένθους δεν έορτάζει. — Η κ. Ζωή Μανωλάκου (Σαράντα Εκκλησιών 19) δεν θα δεχθή. — Η κ. Ζωή Γκάνου (Βαλαωρίτου 8) δεν έορτάζει. — Η κ. Ζωή Παπαδημητρίου λόγω πένθους δεν έορτάζει. — Η κ. Ζωή Καρακώστα (Βούλγαρη 23) δεν θα δεχθή επισκέψεις. — Η κ. Ζωή Κρικέλη δεν έορτάζει. — Η κ. Ζωή Μαυροειδή δεν έορτάζει ούτε δέχεται.: [32, 444, 211, 581]
main-story: [813, 20, 1372, 2284]
